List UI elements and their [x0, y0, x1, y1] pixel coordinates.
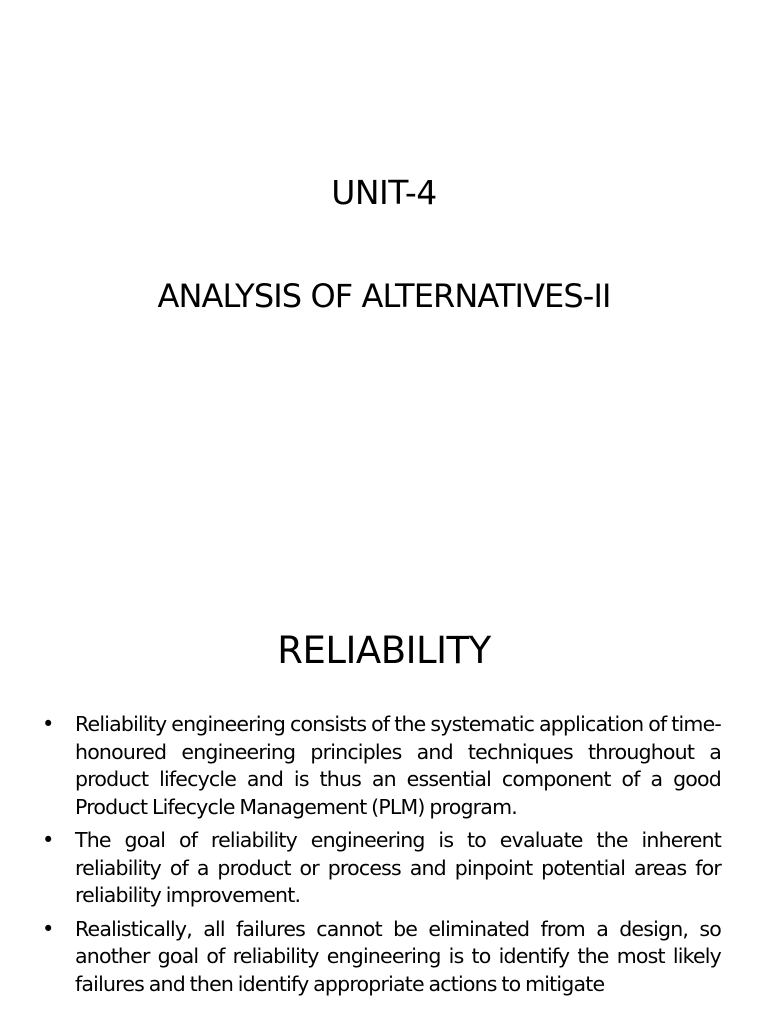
- bullet-item: [42, 827, 721, 910]
- slide-heading: RELIABILITY: [277, 629, 491, 672]
- bullet-list: [42, 711, 721, 1004]
- unit-title: UNIT-4: [331, 173, 437, 212]
- bullet-icon: •: [42, 712, 55, 736]
- bullet-item: [42, 916, 721, 999]
- bullet-icon: •: [42, 828, 55, 852]
- bullet-item: [42, 711, 721, 821]
- bullet-icon: •: [42, 916, 55, 941]
- bullet-text: Reliability engineering consists of the systematic application of time-honoured engineering principles and techniques throughout a product lifecycle and is thus an essential component of a good Product Lifecycle Management (PLM) program.: [75, 712, 721, 819]
- bullet-text: The goal of reliability engineering is to evaluate the inherent reliability of a product or process and pinpoint potential areas for reliability improvement.: [75, 828, 721, 907]
- bullet-text: Realistically, all failures cannot be eliminated from a design, so another goal of reliability engineering is to identify the most likely failures and then identify appropriate actions to mitigate: [75, 916, 721, 996]
- reliability-slide: [0, 512, 768, 1024]
- unit-subtitle: ANALYSIS OF ALTERNATIVES-II: [157, 277, 611, 315]
